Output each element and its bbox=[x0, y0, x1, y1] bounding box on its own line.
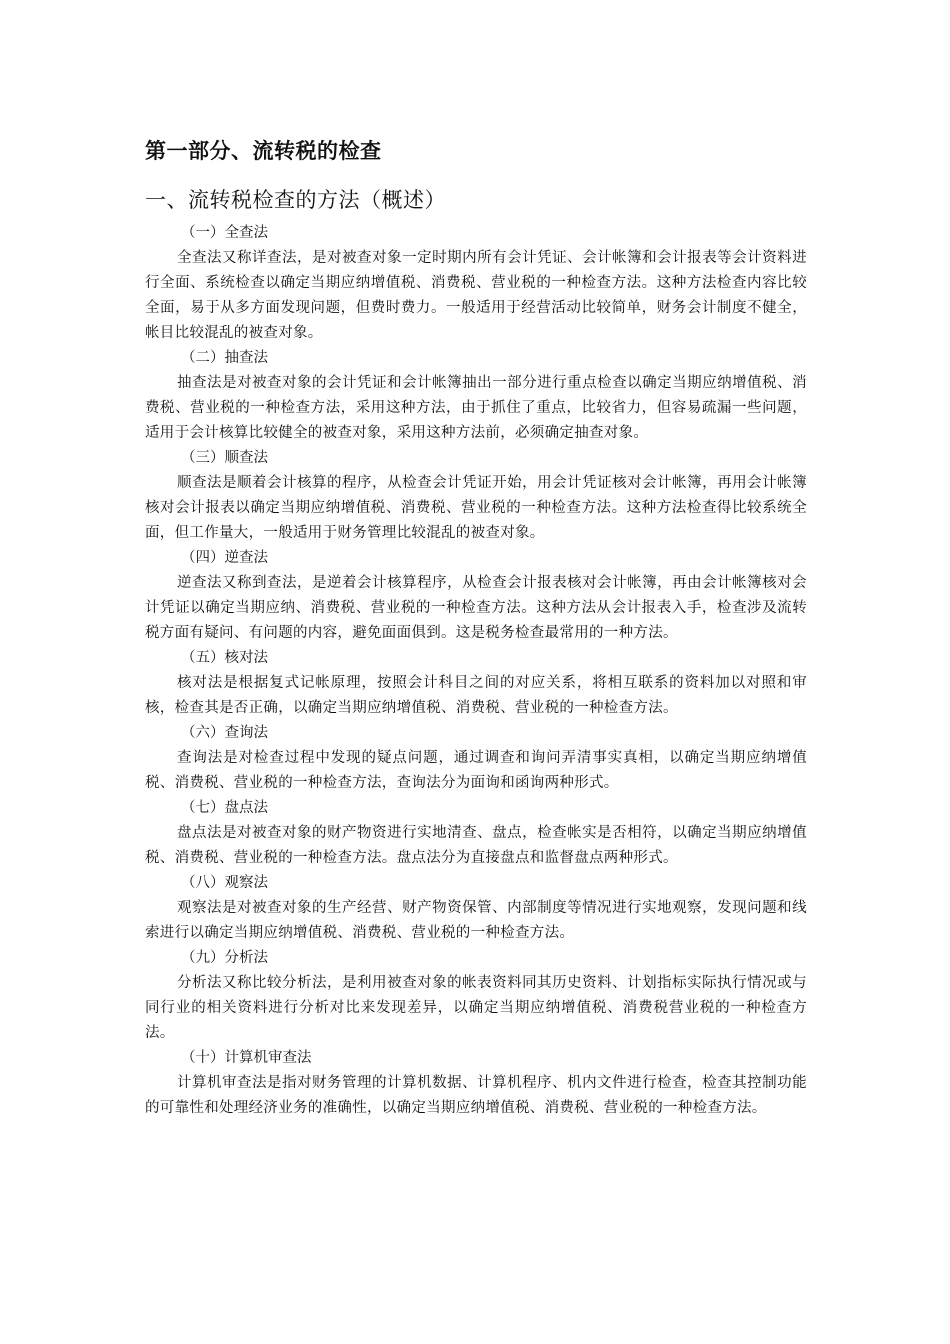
method-body: 全查法又称详查法，是对被查对象一定时期内所有会计凭证、会计帐簿和会计报表等会计资料进行全面、系统检查以确定当期应纳增值税、消费税、营业税的一种检查方法。这种方法检查内容比较全面，易于从多方面发现问题，但费时费力。一般适用于经营活动比较简单，财务会计制度不健全，帐目比较混乱的被查对象。 bbox=[145, 250, 807, 341]
method-inquiry bbox=[145, 721, 807, 796]
method-heading: （四）逆查法 bbox=[181, 550, 268, 566]
method-body: 顺查法是顺着会计核算的程序，从检查会计凭证开始，用会计凭证核对会计帐簿，再用会计帐簿核对会计报表以确定当期应纳增值税、消费税、营业税的一种检查方法。这种方法检查得比较系统全面，但工作量大，一般适用于财务管理比较混乱的被查对象。 bbox=[145, 475, 807, 541]
method-full-check bbox=[145, 221, 807, 346]
method-forward-check bbox=[145, 446, 807, 546]
part-title: 第一部分、流转税的检查 bbox=[145, 139, 382, 163]
method-heading: （二）抽查法 bbox=[181, 350, 268, 366]
method-heading: （一）全查法 bbox=[181, 225, 268, 241]
method-heading: （九）分析法 bbox=[181, 950, 268, 966]
method-heading: （七）盘点法 bbox=[181, 800, 268, 816]
method-body: 抽查法是对被查对象的会计凭证和会计帐簿抽出一部分进行重点检查以确定当期应纳增值税、消费税、营业税的一种检查方法，采用这种方法，由于抓住了重点，比较省力，但容易疏漏一些问题，适用于会计核算比较健全的被查对象，采用这种方法前，必须确定抽查对象。 bbox=[145, 375, 807, 441]
method-observation bbox=[145, 871, 807, 946]
method-body: 查询法是对检查过程中发现的疑点问题，通过调查和询问弄清事实真相，以确定当期应纳增值税、消费税、营业税的一种检查方法，查询法分为面询和函询两种形式。 bbox=[145, 750, 807, 791]
method-reverse-check bbox=[145, 546, 807, 646]
method-computer-audit bbox=[145, 1046, 807, 1121]
method-analysis bbox=[145, 946, 807, 1046]
method-inventory bbox=[145, 796, 807, 871]
section-title: 一、流转税检查的方法（概述） bbox=[145, 188, 446, 212]
method-body: 核对法是根据复式记帐原理，按照会计科目之间的对应关系，将相互联系的资料加以对照和审核，检查其是否正确，以确定当期应纳增值税、消费税、营业税的一种检查方法。 bbox=[145, 675, 807, 716]
method-reconciliation bbox=[145, 646, 807, 721]
document-page bbox=[145, 136, 807, 1121]
method-body: 分析法又称比较分析法，是利用被查对象的帐表资料同其历史资料、计划指标实际执行情况或与同行业的相关资料进行分析对比来发现差异，以确定当期应纳增值税、消费税营业税的一种检查方法。 bbox=[145, 975, 807, 1041]
method-heading: （十）计算机审查法 bbox=[181, 1050, 312, 1066]
method-heading: （五）核对法 bbox=[181, 650, 268, 666]
method-body: 盘点法是对被查对象的财产物资进行实地清查、盘点，检查帐实是否相符，以确定当期应纳增值税、消费税、营业税的一种检查方法。盘点法分为直接盘点和监督盘点两种形式。 bbox=[145, 825, 807, 866]
method-body: 观察法是对被查对象的生产经营、财产物资保管、内部制度等情况进行实地观察，发现问题和线索进行以确定当期应纳增值税、消费税、营业税的一种检查方法。 bbox=[145, 900, 807, 941]
method-body: 逆查法又称到查法，是逆着会计核算程序，从检查会计报表核对会计帐簿，再由会计帐簿核对会计凭证以确定当期应纳、消费税、营业税的一种检查方法。这种方法从会计报表入手，检查涉及流转税方面有疑问、有问题的内容，避免面面俱到。这是税务检查最常用的一种方法。 bbox=[145, 575, 807, 641]
method-heading: （八）观察法 bbox=[181, 875, 268, 891]
method-heading: （三）顺查法 bbox=[181, 450, 268, 466]
method-sample-check bbox=[145, 346, 807, 446]
method-heading: （六）查询法 bbox=[181, 725, 268, 741]
method-body: 计算机审查法是指对财务管理的计算机数据、计算机程序、机内文件进行检查，检查其控制功能的可靠性和处理经济业务的准确性，以确定当期应纳增值税、消费税、营业税的一种检查方法。 bbox=[145, 1075, 807, 1116]
